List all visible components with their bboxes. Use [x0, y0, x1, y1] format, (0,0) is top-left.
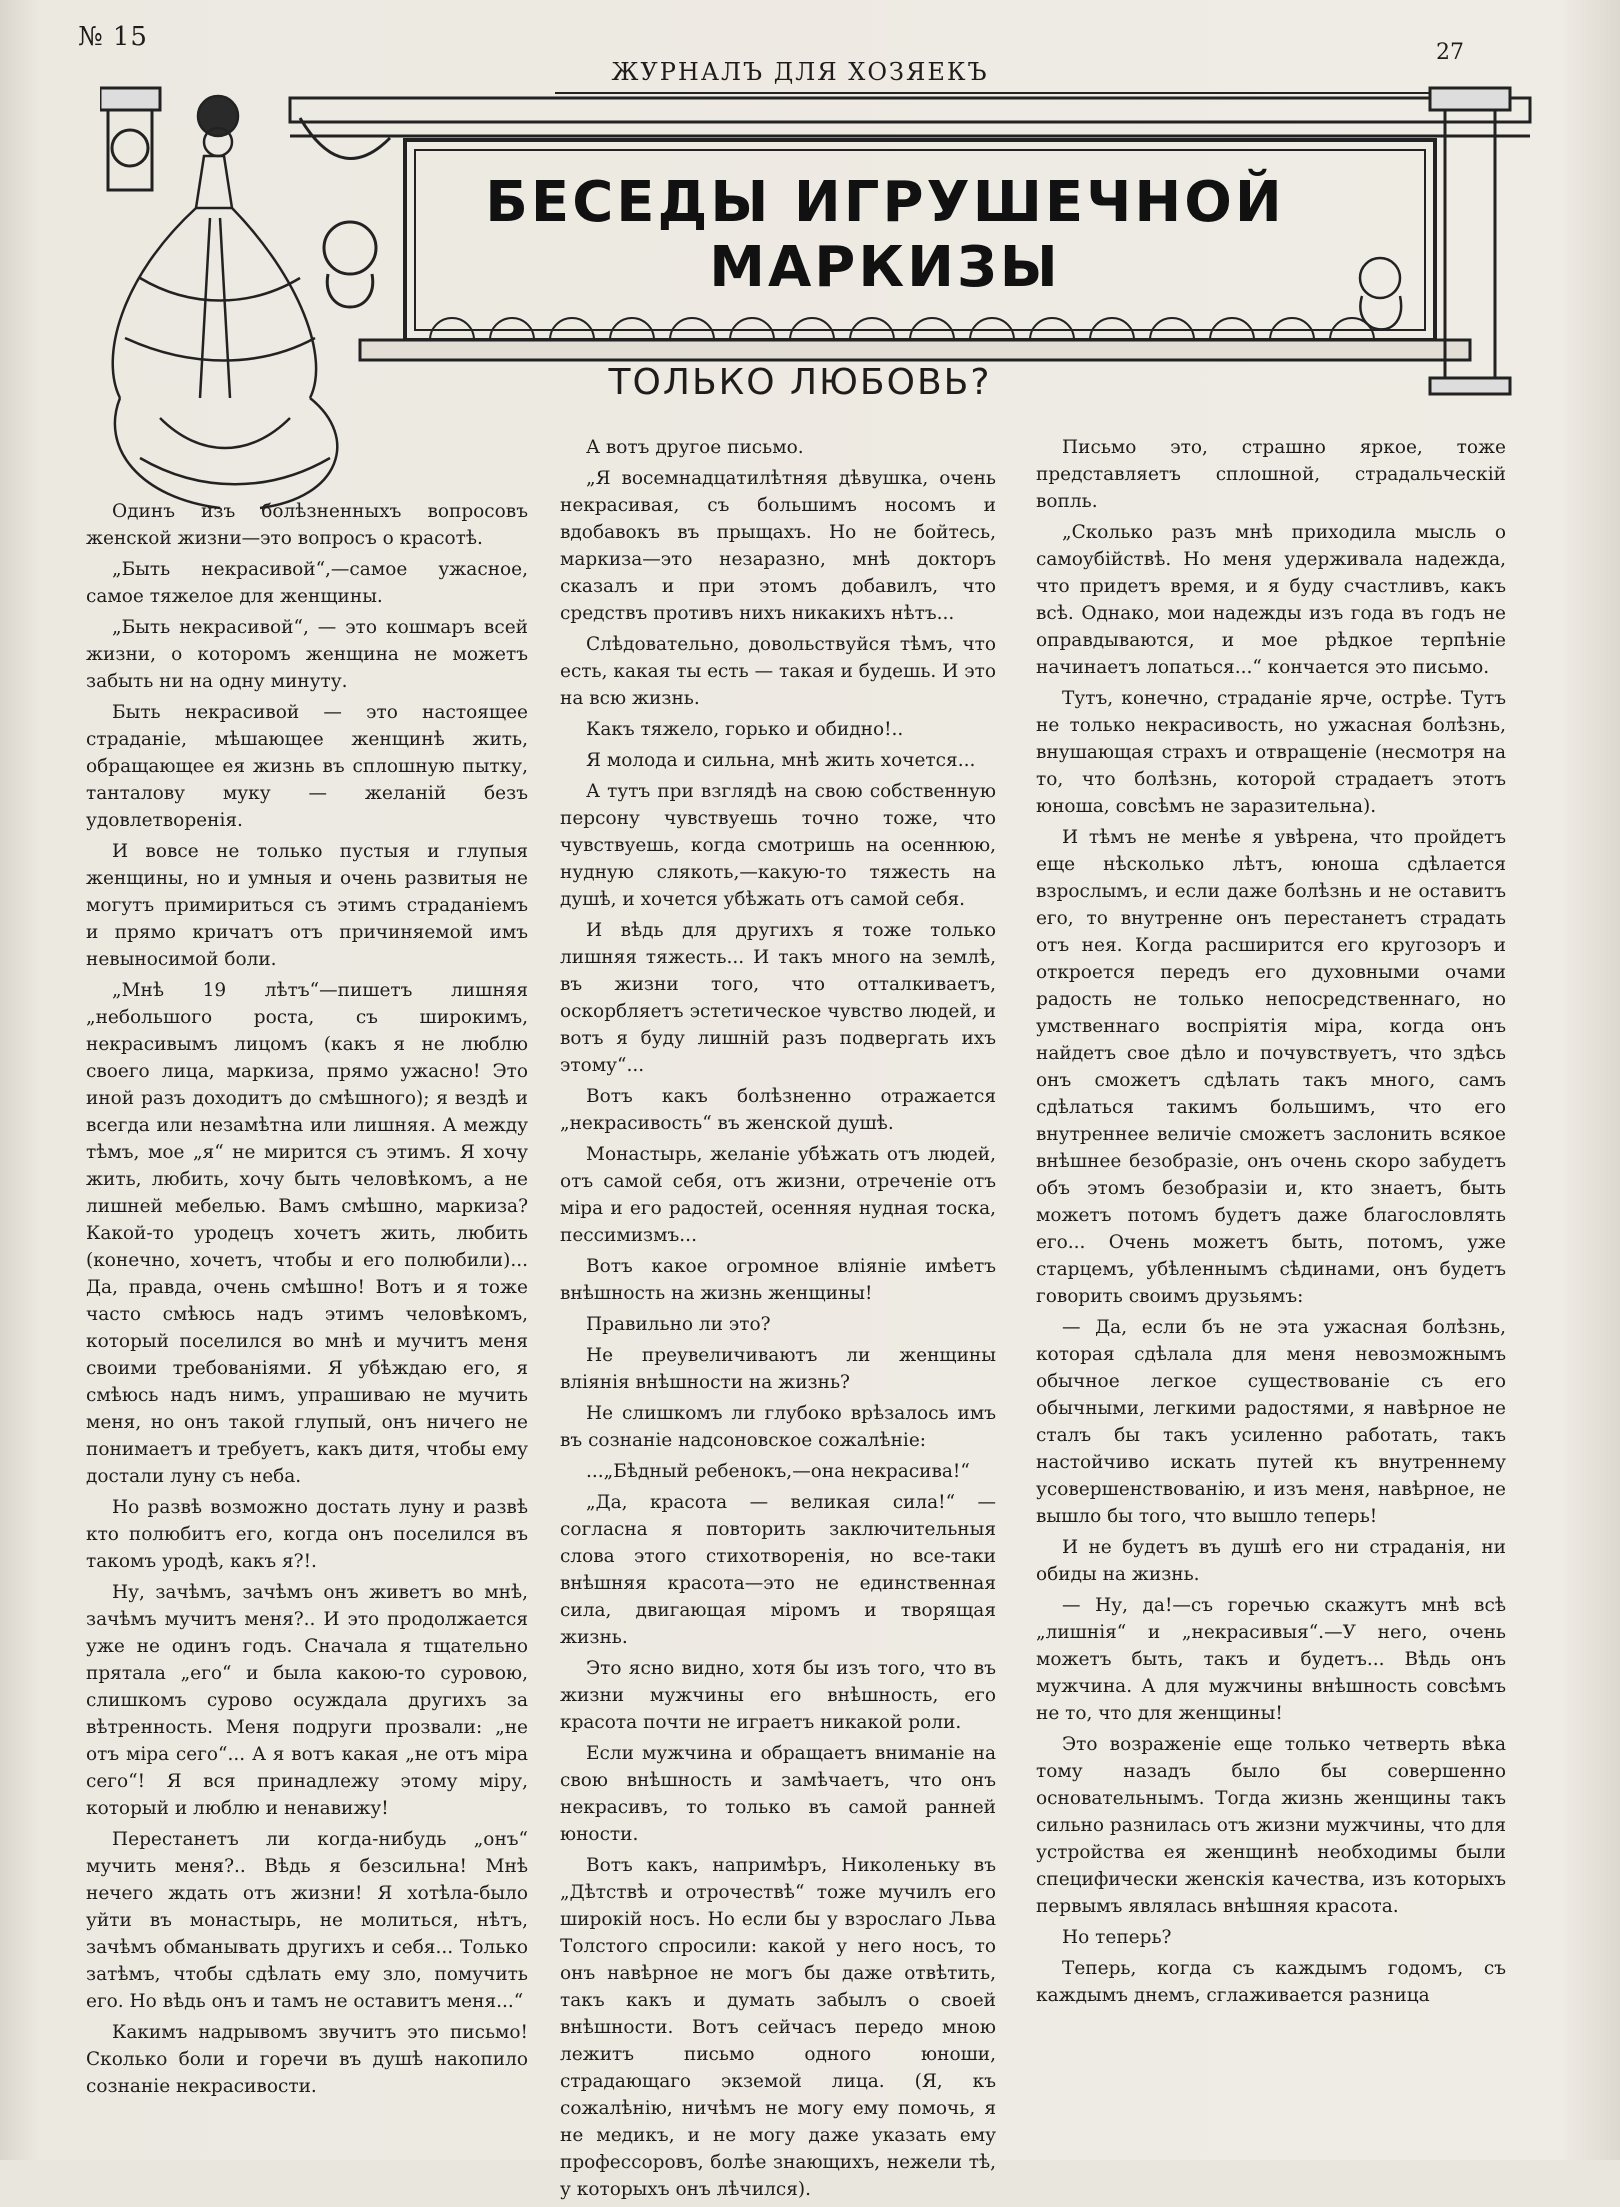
rubric-title: БЕСЕДЫ ИГРУШЕЧНОЙ МАРКИЗЫ — [485, 170, 1285, 300]
paragraph: Не слишкомъ ли глубоко врѣзалось имъ въ сознаніе надсоновское сожалѣніе: — [560, 1403, 996, 1451]
paragraph: Тутъ, конечно, страданіе ярче, острѣе. Тутъ не только некрасивость, но ужасная болѣзнь, внушающая страхъ и отвращеніе (несмотря на то, что болѣзнь, которой страдаетъ этотъ юноша, совсѣмъ не заразительна). — [1036, 688, 1506, 817]
paragraph: Теперь, когда съ каждымъ годомъ, съ каждымъ днемъ, сглаживается разница — [1036, 1958, 1506, 2006]
text-column-3 — [1036, 434, 1506, 2013]
paragraph: Но теперь? — [1062, 1927, 1172, 1948]
paragraph: Какъ тяжело, горько и обидно!.. — [586, 719, 904, 740]
journal-name: ЖУРНАЛЪ ДЛЯ ХОЗЯЕКЪ — [611, 58, 989, 86]
paragraph: Одинъ изъ болѣзненныхъ вопросовъ женской жизни—это вопросъ о красотѣ. — [86, 501, 528, 549]
paragraph: „Быть некрасивой“, — это кошмаръ всей жизни, о которомъ женщина не можетъ забыть ни на одну минуту. — [86, 617, 528, 692]
paragraph: Правильно ли это? — [586, 1314, 771, 1335]
paragraph: И тѣмъ не менѣе я увѣрена, что пройдетъ еще нѣсколько лѣтъ, юноша сдѣлается взрослымъ, и если даже болѣзнь и не оставитъ его, то внутренне онъ перестанетъ страдать отъ нея. Когда расширится его кругозоръ и откроется передъ его духовными очами радость не только непосредственнаго, но умственнаго воспріятія міра, когда онъ найдетъ свое дѣло и почувствуетъ, что здѣсь онъ сможетъ сдѣлать такъ много, самъ сдѣлаться такимъ большимъ, что его внутреннее величіе сможетъ заслонить всякое внѣшнее безобразіе, онъ очень скоро забудетъ объ этомъ безобразіи и, кто знаетъ, быть можетъ потомъ будетъ даже благословлять его... Очень можетъ быть, потомъ, уже старцемъ, убѣленнымъ сѣдинами, онъ будетъ говорить своимъ друзьямъ: — [1036, 827, 1506, 1307]
paragraph: „Быть некрасивой“,—самое ужасное, самое тяжелое для женщины. — [86, 559, 528, 607]
paragraph: Письмо это, страшно яркое, тоже представляетъ сплошной, страдальческій вопль. — [1036, 437, 1506, 512]
paragraph: Вотъ какъ, напримѣръ, Николеньку въ „Дѣтствѣ и отрочествѣ“ тоже мучилъ его широкій носъ. Но если бы у взрослаго Льва Толстого спросили: какой у него носъ, то онъ навѣрное не могъ бы даже отвѣтить, такъ какъ и думать забылъ о своей внѣшности. Вотъ сейчасъ передо мною лежитъ письмо одного юноши, страдающаго экземой лица. (Я, къ сожалѣнію, ничѣмъ не могу ему помочь, я не медикъ, и не могу даже указать ему профессоровъ, болѣе знающихъ, нежели тѣ, у которыхъ онъ лѣчился). — [560, 1855, 996, 2200]
paragraph: Ну, зачѣмъ, зачѣмъ онъ живетъ во мнѣ, зачѣмъ мучитъ меня?.. И это продолжается уже не одинъ годъ. Сначала я тщательно прятала „его“ и была какою-то суровою, слишкомъ сурово осуждала другихъ за вѣтренность. Меня подруги прозвали: „не отъ міра сего“... А я вотъ какая „не отъ міра сего“! Я вся принадлежу этому міру, который и люблю и ненавижу! — [86, 1582, 528, 1819]
paragraph: Это возраженіе еще только четверть вѣка тому назадъ было бы совершенно основательнымъ. Тогда жизнь женщины такъ сильно разнилась отъ жизни мужчины, что для устройства ея женщинѣ необходимы были специфически женскія качества, изъ которыхъ первымъ являлась внѣшняя красота. — [1036, 1734, 1506, 1917]
paragraph: Монастырь, желаніе убѣжать отъ людей, отъ самой себя, отъ жизни, отреченіе отъ міра и его радостей, осенняя нудная тоска, пессимизмъ... — [560, 1144, 996, 1246]
paragraph: ...„Бѣдный ребенокъ,—она некрасива!“ — [586, 1461, 970, 1482]
paragraph: А вотъ другое письмо. — [586, 437, 804, 458]
paragraph: „Я восемнадцатилѣтняя дѣвушка, очень некрасивая, съ большимъ носомъ и вдобавокъ въ прыщахъ. Но не бойтесь, маркиза—это незаразно, мнѣ докторъ сказалъ и при этомъ добавилъ, что средствъ противъ нихъ никакихъ нѣтъ... — [560, 468, 996, 624]
paragraph: А тутъ при взглядѣ на свою собственную персону чувствуешь точно тоже, что чувствуешь, когда смотришь на осеннюю, нудную слякоть,—какую-то тяжесть на душѣ, и хочется убѣжать отъ самой себя. — [560, 781, 996, 910]
paragraph: Но развѣ возможно достать луну и развѣ кто полюбитъ его, когда онъ поселился въ такомъ уродѣ, какъ я?!. — [86, 1497, 528, 1572]
paragraph: Если мужчина и обращаетъ вниманіе на свою внѣшность и замѣчаетъ, что онъ некрасивъ, то только въ самой ранней юности. — [560, 1743, 996, 1845]
paragraph: Какимъ надрывомъ звучитъ это письмо! Сколько боли и горечи въ душѣ накопило сознаніе некрасивости. — [86, 2022, 528, 2097]
paragraph: И вѣдь для другихъ я тоже только лишняя тяжесть... И такъ много на землѣ, въ жизни того, что отталкиваетъ, оскорбляетъ эстетическое чувство людей, и вотъ я буду лишній разъ подвергать ихъ этому“... — [560, 920, 996, 1076]
article-title: ТОЛЬКО ЛЮБОВЬ? — [608, 362, 992, 403]
paragraph: „Сколько разъ мнѣ приходила мысль о самоубійствѣ. Но меня удерживала надежда, что придетъ время, и я буду счастливъ, какъ всѣ. Однако, мои надежды изъ года въ годъ не оправдываются, и мое рѣдкое терпѣніе начинаетъ лопаться...“ кончается это письмо. — [1036, 522, 1506, 678]
paragraph: — Да, если бъ не эта ужасная болѣзнь, которая сдѣлала для меня невозможнымъ обычное легкое существованіе съ его обычными, легкими радостями, я навѣрное не сталъ бы такъ усиленно работать, такъ настойчиво искать путей къ внутреннему усовершенствованію, и изъ меня, навѣрное, не вышло бы того, что вышло теперь! — [1036, 1317, 1506, 1527]
issue-number: № 15 — [78, 22, 148, 52]
page-number: 27 — [1436, 40, 1464, 65]
text-column-2 — [560, 434, 996, 2207]
paragraph: „Мнѣ 19 лѣтъ“—пишетъ лишняя „небольшого роста, съ широкимъ, некрасивымъ лицомъ (какъ я не люблю своего лица, маркиза, прямо ужасно! Это иной разъ доходитъ до смѣшного); я вездѣ и всегда или незамѣтна или лишняя. А между тѣмъ, мое „я“ не мирится съ этимъ. Я хочу жить, любить, хочу быть человѣкомъ, а не лишней мебелью. Вамъ смѣшно, маркиза? Какой-то уродецъ хочетъ жить, любить (конечно, хочетъ, чтобы и его полюбили)... Да, правда, очень смѣшно! Вотъ и я тоже часто смѣюсь надъ этимъ человѣкомъ, который поселился во мнѣ и мучитъ меня своими требованіями. Я убѣждаю его, я смѣюсь надъ нимъ, упрашиваю не мучить меня, но онъ такой глупый, онъ ничего не понимаетъ и требуетъ, какъ дитя, чтобы ему достали луну съ неба. — [86, 980, 528, 1487]
paragraph: „Да, красота — великая сила!“ — согласна я повторить заключительныя слова этого стихотворенія, но все-таки внѣшняя красота—это не единственная сила, двигающая міромъ и творящая жизнь. — [560, 1492, 996, 1648]
paragraph: Быть некрасивой — это настоящее страданіе, мѣшающее женщинѣ жить, обращающее ея жизнь въ сплошную пытку, танталову муку — желаній безъ удовлетворенія. — [86, 702, 528, 831]
paragraph: Я молода и сильна, мнѣ жить хочется... — [586, 750, 976, 771]
paragraph: Это ясно видно, хотя бы изъ того, что въ жизни мужчины его внѣшность, его красота почти не играетъ никакой роли. — [560, 1658, 996, 1733]
paragraph: И вовсе не только пустыя и глупыя женщины, но и умныя и очень развитыя не могутъ примириться съ этимъ страданіемъ и прямо кричатъ отъ причиняемой имъ невыносимой боли. — [86, 841, 528, 970]
paragraph: Не преувеличиваютъ ли женщины вліянія внѣшности на жизнь? — [560, 1345, 996, 1393]
paragraph: Вотъ какое огромное вліяніе имѣетъ внѣшность на жизнь женщины! — [560, 1256, 996, 1304]
paragraph: И не будетъ въ душѣ его ни страданія, ни обиды на жизнь. — [1036, 1537, 1506, 1585]
paragraph: Перестанетъ ли когда-нибудь „онъ“ мучить меня?.. Вѣдь я безсильна! Мнѣ нечего ждать отъ жизни! Я хотѣла-было уйти въ монастырь, не молиться, нѣтъ, зачѣмъ обманывать другихъ и себя... Только затѣмъ, чтобы сдѣлать ему зло, помучить его. Но вѣдь онъ и тамъ не оставитъ меня...“ — [86, 1829, 528, 2012]
paragraph: Слѣдовательно, довольствуйся тѣмъ, что есть, какая ты есть — такая и будешь. И это на всю жизнь. — [560, 634, 996, 709]
paragraph: — Ну, да!—съ горечью скажутъ мнѣ всѣ „лишнія“ и „некрасивыя“.—У него, очень можетъ быть, такъ и будетъ... Вѣдь онъ мужчина. А для мужчины внѣшность совсѣмъ не то, что для женщины! — [1036, 1595, 1506, 1724]
text-column-1 — [86, 498, 528, 2104]
paragraph: Вотъ какъ болѣзненно отражается „некрасивость“ въ женской душѣ. — [560, 1086, 996, 1134]
